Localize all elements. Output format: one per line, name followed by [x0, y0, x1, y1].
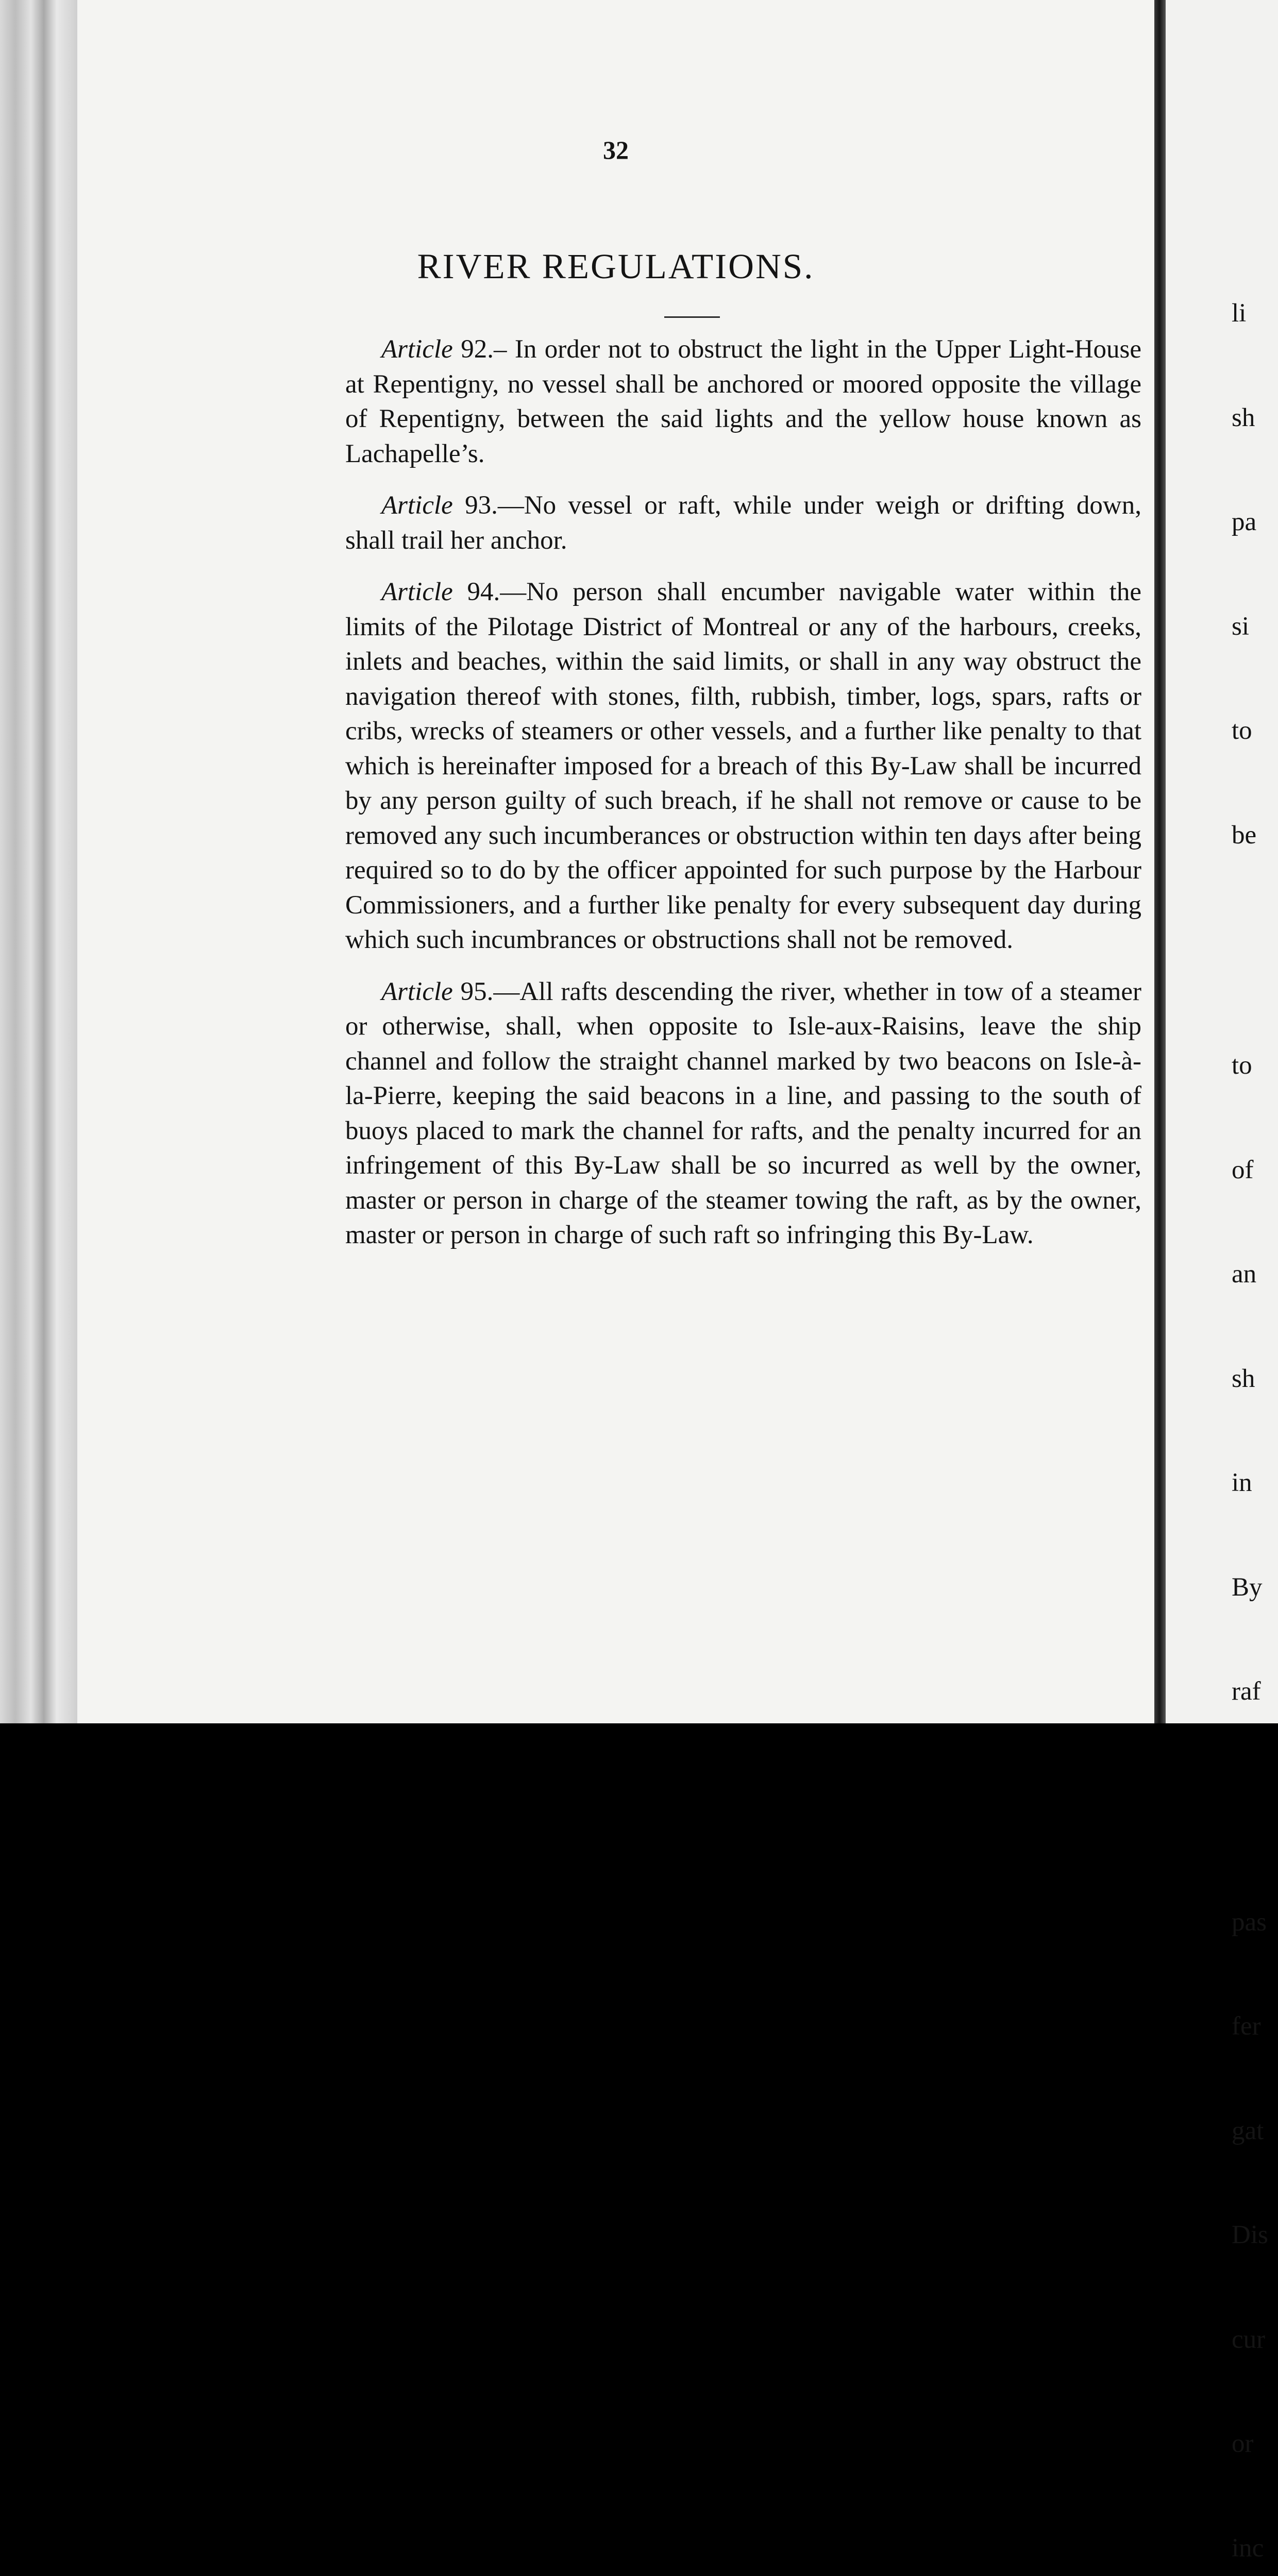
- fragment-line: inc: [1232, 2533, 1264, 2563]
- article-number: 93.: [465, 491, 498, 520]
- fragment-line: an: [1232, 1260, 1257, 1289]
- fragment-gap: [1232, 1779, 1278, 1836]
- fragment-line: gat: [1232, 2116, 1264, 2145]
- fragment-line: or: [1232, 2429, 1254, 2458]
- fragment-line: fer: [1232, 2012, 1261, 2041]
- article-label: Article: [381, 977, 453, 1006]
- fragment-line: pa: [1232, 507, 1257, 536]
- fragment-line: By: [1232, 1572, 1263, 1602]
- fragment-line: Dis: [1232, 2221, 1268, 2249]
- fragment-line: to: [1232, 716, 1252, 745]
- fragment-line: of: [1232, 1155, 1254, 1184]
- article-94: [345, 575, 1141, 958]
- fragment-line: pas: [1232, 1907, 1267, 1937]
- article-text: – In order not to obstruct the light in the Upper Light-House at Repentigny, no vessel shall be anchored or moored opposite the village of Repentigny, between the said lights and the yellow house known as Lachapelle’s.: [345, 335, 1142, 468]
- article-92: [345, 332, 1141, 471]
- next-page-fragments: [1232, 227, 1278, 2576]
- fragment-line: in: [1232, 1468, 1252, 1497]
- fragment-line: to: [1232, 1051, 1252, 1080]
- fragment-line: be: [1232, 820, 1257, 850]
- article-number: 94.: [467, 578, 500, 606]
- page-number: 32: [603, 135, 629, 164]
- article-label: Article: [381, 578, 453, 606]
- fragment-line: si: [1232, 612, 1250, 641]
- article-text: —No vessel or raft, while under weigh or drifting down, shall trail her anchor.: [345, 491, 1142, 555]
- body-text: [345, 332, 1141, 1270]
- title-rule: [664, 316, 720, 318]
- fragment-line: cur: [1232, 2325, 1266, 2354]
- article-label: Article: [381, 491, 453, 520]
- article-number: 95.: [460, 977, 494, 1006]
- page-title: RIVER REGULATIONS.: [417, 247, 815, 286]
- fragment-line: li: [1232, 299, 1247, 328]
- fragment-line: raf: [1232, 1677, 1261, 1706]
- fragment-gap: [1232, 922, 1278, 979]
- scan-left-margin: [0, 0, 77, 1727]
- article-label: Article: [381, 335, 453, 364]
- book-gutter: [1154, 0, 1166, 1723]
- article-text: —All rafts descending the river, whether in tow of a steamer or otherwise, shall, when opposite to Isle-aux-Raisins, leave the ship channel and follow the straight channel marked by two beacons on Isle-à-la-Pierre, keeping the said beacons in a line, and passing to the south of buoys placed to mark the channel for rafts, and the penalty incurred for an infringement of this By-Law shall be so incurred as well by the owner, master or person in charge of the steamer towing the raft, as by the owner, master or person in charge of such raft so infringing this By-Law.: [345, 977, 1142, 1249]
- page: [77, 0, 1154, 1723]
- article-number: 92.: [461, 335, 494, 364]
- fragment-line: sh: [1232, 403, 1255, 432]
- article-text: —No person shall encumber navigable water within the limits of the Pilotage District of Montreal or any of the harbours, creeks, inlets and beaches, within the said limits, or shall in any way obstruct the navigation thereof with stones, filth, rubbish, timber, logs, spars, rafts or cribs, wrecks of steamers or other vessels, and a further like penalty to that which is hereinafter imposed for a breach of this By-Law shall be incurred by any person guilty of such breach, if he shall not remove or cause to be removed any such incumberances or obstruction within ten days after being required so to do by the officer appointed for such purpose by the Harbour Commissioners, and a further like penalty for every subsequent day during which such incumbrances or obstructions shall not be removed.: [345, 578, 1141, 954]
- fragment-line: sh: [1232, 1364, 1255, 1393]
- article-93: [345, 488, 1141, 558]
- scan-bottom-edge: [0, 1723, 1278, 1727]
- article-95: [345, 975, 1141, 1253]
